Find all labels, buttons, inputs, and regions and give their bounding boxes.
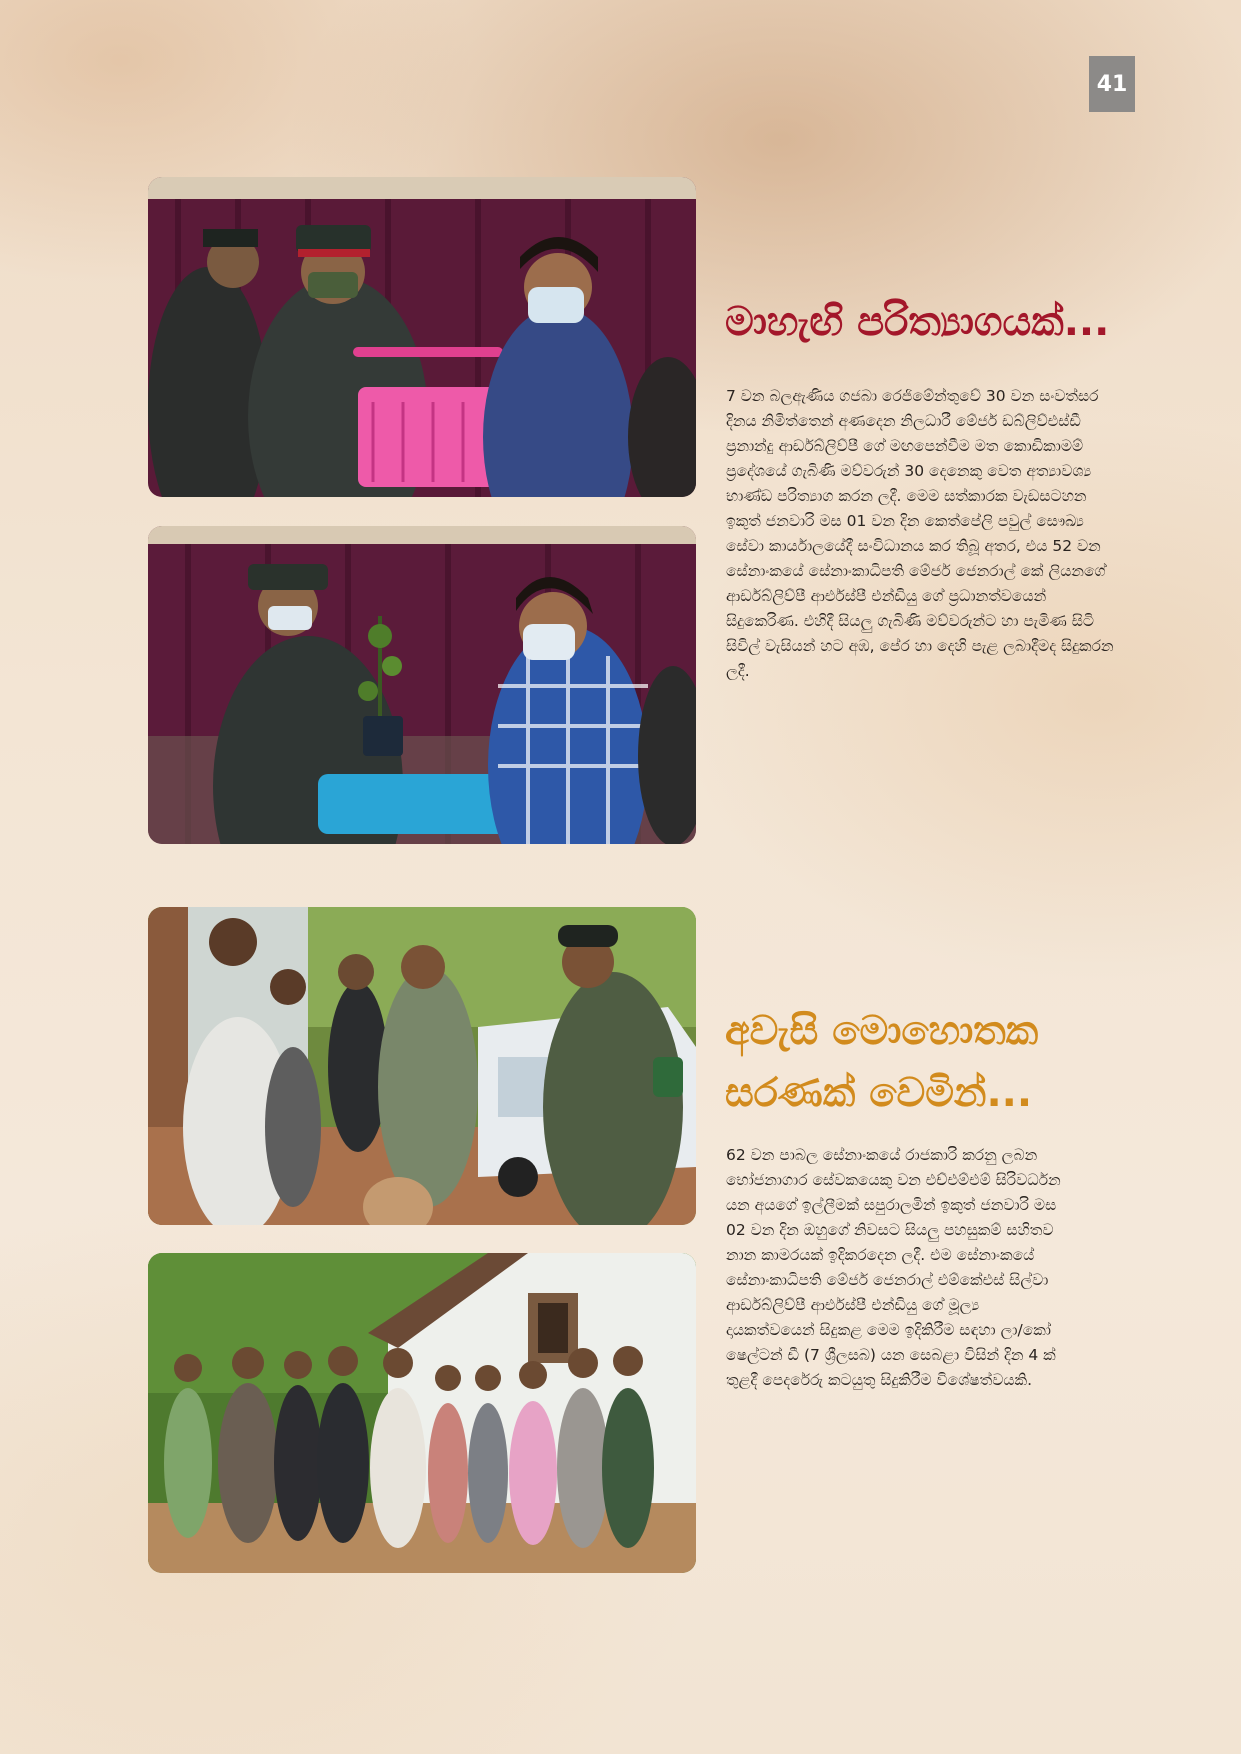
article2-body: 62 වන පාබල සේනාංකයේ රාජකාරි කරනු ලබන භෝජනාගාර සේවකයෙකු වන එච්එම්එම් සිරිවර්ධන යන අයගේ ඉල්ලීමක් සපුරාලමින් ඉකුත් ජනවාරි මස 02 වන දින ඔහුගේ නිවසට සියලු පහසුකම් සහිතව නාන කාමරයක් ඉදිකරදෙන ලදී. එම සේනාංකයේ සේනාංකාධිපති මේජර් ජෙනරාල් එම්කේඑස් සිල්වා ආර්ඩබ්ලිව්පී ආර්එස්පී එන්ඩියු ගේ මූල්‍ය දායකත්වයෙන් සිදුකළ මෙම ඉදිකිරීම සඳහා ලා/කෝ ෂෙල්ටන් ඩී (7 ශ්‍රීලසබ) යන සෙබළා විසින් දින 4 ක් තුළදී පෙදරේරු කටයුතු සිදුකිරීම විශේෂත්වයකි. xyxy=(726,1146,1061,1389)
photo-house-visit xyxy=(148,907,696,1225)
photo-donation-pink-basket xyxy=(148,177,696,497)
article2-title xyxy=(725,1000,1205,1124)
page-number: 41 xyxy=(1089,56,1135,112)
article2-title-line2: සරණක් වෙමින්... xyxy=(725,1070,1033,1116)
photo-group-portrait xyxy=(148,1253,696,1573)
photo-donation-plant xyxy=(148,526,696,844)
article1-body: 7 වන බලඇණිය ගජබා රෙජිමේන්තුවේ 30 වන සංවත්සර දිනය නිමිත්තෙන් අණදෙන නිලධාරී මේජර් ඩබ්ලිව්එස්ඩී ප්‍රනාන්දු ආර්ඩබ්ලිව්පී ගේ මඟපෙන්වීම මත කොඩිකාමම් ප්‍රදේශයේ ගැබිණි මව්වරුන් 30 දෙනෙකු වෙත අත්‍යාවශ්‍ය භාණ්ඩ පරිත්‍යාග කරන ලදී. මෙම සත්කාරක වැඩසටහන ඉකුත් ජනවාරි මස 01 වන දින කෙත්පේලි පවුල් සෞඛ්‍ය සේවා කාර්යාලයේදී සංවිධානය කර තිබූ අතර, එය 52 වන සේනාංකයේ සේනාංකාධිපති මේජර් ජෙනරාල් කේ ලියනගේ ආර්ඩබ්ලිව්පී ආර්එස්පී එන්ඩියු ගේ ප්‍රධානත්වයෙන් සිදුකෙරිණ. එහිදී සියලු ගැබිණි මව්වරුන්ට හා පැමිණ සිටි සිවිල් වැසියන් හට අඹ, පේර හා දෙහි පැළ ලබාදීමද සිදුකරන ලදී. xyxy=(726,387,1114,680)
article1-title: මාහැඟි පරිත්‍යාගයක්... xyxy=(725,299,1110,345)
article2-title-line1: අවැසි මොහොතක xyxy=(725,1008,1039,1054)
